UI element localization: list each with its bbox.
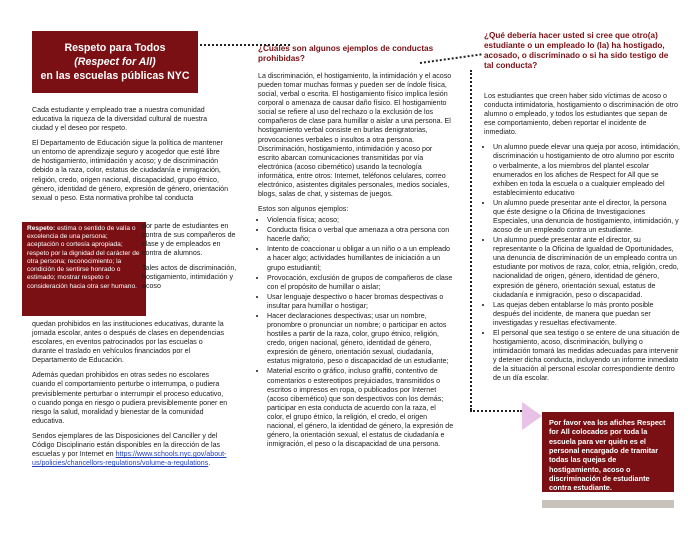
left-wrap-text [142, 222, 238, 298]
right-paragraph-1: Los estudiantes que creen haber sido víctimas de acoso o conducta intimidatoria, hostigamiento o discriminación de otro alumno o empleado, y todos los estudiantes que sepan de ese comportamiento, deben reportar el incidente de inmediato. [484, 92, 678, 137]
callout-text: estima o sentido de valía o excelencia de una persona; aceptación o cortesía apropiada; respeto por la dignidad del carácter de otra persona; reconocimiento; la condición de sentirse honrado o estimado; mostrar respeto o consideración hacia otra ser humano. [27, 225, 140, 290]
pointer-triangle [522, 402, 542, 430]
right-body [484, 92, 680, 387]
wrap-paragraph-1: por parte de estudiantes en contra de sus compañeros de clase y de empleados en contra de alumnos. [142, 222, 236, 258]
callout-term: Respeto: [27, 225, 56, 232]
footer-bar [542, 500, 674, 508]
dotted-connector-top-left [200, 44, 290, 46]
regulations-text: Sendos ejemplares de las Disposiciones del Canciller y del Código Disciplinario están disponibles en la dirección de las escuelas y por Internet en [32, 431, 221, 459]
wrap-paragraph-2: Tales actos de discriminación, hostigamiento, intimidación y acoso [142, 264, 237, 291]
left-paragraph-1: Cada estudiante y empleado trae a nuestra comunidad educativa la riqueza de la diversidad cultural de nuestra ciudad y el deseo por respeto. [32, 106, 208, 133]
final-note-box: Por favor vea los afiches Respect for All colocados por toda la escuela para ver quién es el personal encargado de tramitar todas las quejas de hostigamiento, acoso o discriminación de estudiante contra estudiante. [542, 412, 674, 492]
reporting-list [484, 143, 680, 383]
list-item: • Conducta física o verbal que amenaza a otra persona con hacerle daño; [267, 226, 454, 244]
left-paragraph-3: quedan prohibidos en las instituciones educativas, durante la jornada escolar, antes o después de clases en dependencias escolares, en eventos patrocinados por las escuelas o durante el traslado en vehículos financiados por el Departamento de Educación. [32, 320, 225, 365]
list-item: • Un alumno puede presentar ante el director, la persona que éste designe o la Oficina de Investigaciones Especiales, una denuncia de hostigamiento, intimidación, y acoso de un empleado contra un estudiante. [493, 199, 680, 235]
list-item: • Provocación, exclusión de grupos de compañeros de clase con el propósito de humillar o aislar; [267, 274, 454, 292]
list-item: • Material escrito o gráfico, incluso graffiti, contentivo de comentarios o estereotipos prejuiciados, transmitidos o escritos o impresos en ropa, o publicados por Internet (acoso cibernético) que son despectivos con los demás; participar en esta conducta de acuerdo con la raza, el color, el grupo étnico, la religión, el credo, el origen nacional, el género, la identidad de género, la expresión de género, la orientación sexual, el estatus de ciudadanía e inmigración, el peso o la discapacidad de una persona. [267, 367, 454, 449]
examples-intro: Estos son algunos ejemplos: [258, 205, 349, 214]
middle-body [258, 72, 454, 453]
list-item: • Las quejas deben entablarse lo más pronto posible después del incidente, de manera que puedan ser investigadas y resueltas efectivamente. [493, 301, 680, 328]
middle-paragraph-1: La discriminación, el hostigamiento, la intimidación y el acoso pueden tomar muchas formas y pueden ser de índole física, social, verbal o escrita. El hostigamiento físico implica lesión corporal o amenaza de causar daño físico. El hostigamiento social se refiere al uso del rechazo o la exclusión de los compañeros de clase para humillar o aislar a una persona. El hostigamiento verbal consiste en burlas denigratorias, provocaciones verbales o insultos a otra persona. Discriminación, hostigamiento, intimidación y acoso por escrito abarcan comunicaciones transmitidas por vía electrónica (acoso cibernético) usando la tecnología informática, entre otros: Internet, teléfonos celulares, correo electrónico, asistentes digitales personales, medios sociales, blogs, salas de chat, y sistemas de juegos. [258, 72, 452, 199]
list-item: • Un alumno puede presentar ante el director, su representante o la Oficina de Igualdad de Oportunidades, una denuncia de discriminación de un empleado contra un estudiante por motivos de raza, color, etnia, religión, credo, nacionalidad de origen, género, identidad de género, expresión de género, orientación sexual, estatus de ciudadanía e inmigración, peso o discapacidad. [493, 236, 680, 300]
middle-heading: ¿Cuáles son algunos ejemplos de conductas prohibidas? [258, 44, 434, 63]
regulations-link[interactable]: https://www.schools.nyc.gov/about-us/policies/chancellors-regulations/volume-a-regulations [32, 450, 227, 468]
right-heading: ¿Qué debería hacer usted si cree que otro(a) estudiante o un empleado lo (la) ha hostigado, acosado, o discriminado o si ha sido testigo de tal conducta? [484, 31, 669, 70]
title-line-3: en las escuelas públicas NYC [40, 70, 190, 83]
list-item: • Usar lenguaje despectivo o hacer bromas despectivas o insultar para humillar o hostigar; [267, 293, 454, 311]
left-body [32, 106, 228, 209]
title-line-2: (Respect for All) [74, 55, 156, 68]
left-paragraph-4: Además quedan prohibidos en otras sedes no escolares cuando el comportamiento perturbe o interrumpa, o pudiera previsiblemente perturbar o interrumpir el proceso educativo, o cuando ponga en riesgo o pudiera previsiblemente poner en riesgo la salud, moralidad y bienestar de la comunidad educativa. [32, 371, 228, 425]
list-item: • Hacer declaraciones despectivas; usar un nombre, pronombre o pronunciar un nombre; o participar en actos hostiles a partir de la raza, color, grupo étnico, religión, credo, origen nacional, género, identidad de género, expresión de género, orientación sexual, ciudadanía, estatus migratorio, peso o discapacidad de un estudiante; [267, 312, 454, 366]
list-item: • Un alumno puede elevar una queja por acoso, intimidación, discriminación u hostigamiento de otro alumno por escrito o verbalmente, a los miembros del plantel escolar enumerados en los afiches de Respect for All que se exhiben en toda la escuela o a cualquier empleado del establecimiento educativo [493, 143, 680, 197]
title-banner [32, 31, 198, 93]
list-item: • Intento de coaccionar u obligar a un niño o a un empleado a hacer algo; actividades humillantes de iniciación a un grupo estudiantil; [267, 245, 454, 272]
list-item: • Violencia física; acoso; [267, 216, 454, 225]
examples-list [258, 216, 454, 449]
left-lower-body [32, 320, 228, 474]
respeto-definition-box [22, 222, 146, 316]
regulations-period: . [208, 459, 211, 468]
left-paragraph-2: El Departamento de Educación sigue la política de mantener un entorno de aprendizaje seguro y acogedor que esté libre de hostigamiento, intimidación y acoso; y de discriminación debido a la raza, color, estatus de ciudadanía e inmigración, religión, credo, origen nacional, discapacidad, grupo étnico, género, identidad de género, expresión de género, orientación sexual o peso. Esta normativa prohíbe tal conducta [32, 139, 229, 202]
title-line-1: Respeto para Todos [64, 41, 166, 54]
dotted-connector-bottom [470, 410, 522, 412]
dotted-connector-vertical [470, 70, 472, 410]
list-item: • El personal que sea testigo o se entere de una situación de hostigamiento, acoso, discriminación, bullying o intimidación tomará las medidas adecuadas para intervenir y detener dicha conducta, incluyendo un informe inmediato de la situación al personal escolar correspondiente dentro de un día escolar. [493, 329, 680, 383]
left-paragraph-5 [32, 432, 228, 468]
